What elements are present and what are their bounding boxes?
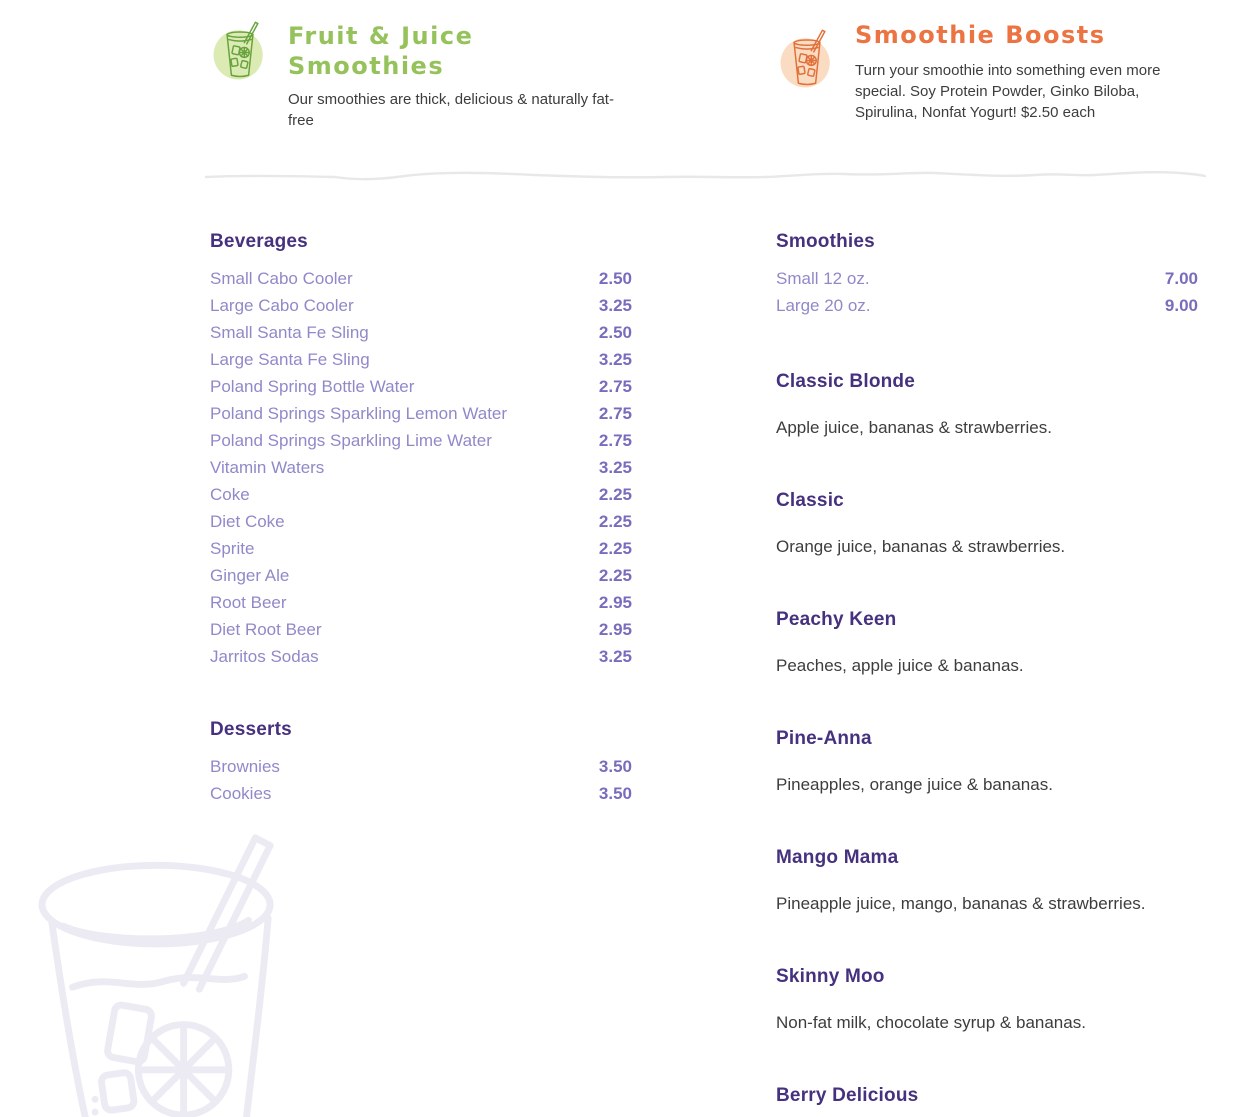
green-smoothie-glass-icon bbox=[209, 18, 271, 82]
wavy-divider bbox=[205, 167, 1206, 183]
menu-item-row bbox=[210, 427, 632, 454]
menu-item-row bbox=[210, 643, 632, 670]
orange-smoothie-glass-icon bbox=[776, 26, 838, 90]
flavor-block-classic bbox=[776, 489, 1198, 558]
menu-item-name: Ginger Ale bbox=[210, 566, 290, 585]
menu-item-row bbox=[776, 292, 1198, 319]
menu-item-price: 3.25 bbox=[598, 458, 632, 477]
menu-item-row bbox=[210, 562, 632, 589]
menu-item-name: Diet Coke bbox=[210, 512, 285, 531]
menu-item-name: Sprite bbox=[210, 539, 255, 558]
flavor-description: Apple juice, bananas & strawberries. bbox=[776, 418, 1052, 437]
menu-item-name: Root Beer bbox=[210, 593, 287, 612]
flavor-block-mango-mama bbox=[776, 846, 1198, 915]
menu-item-name: Large 20 oz. bbox=[776, 296, 871, 315]
menu-item-name: Poland Springs Sparkling Lemon Water bbox=[210, 404, 508, 423]
menu-item-row bbox=[210, 400, 632, 427]
menu-item-price: 2.95 bbox=[598, 620, 632, 639]
menu-item-row bbox=[210, 589, 632, 616]
menu-item-row bbox=[210, 346, 632, 373]
flavor-description: Peaches, apple juice & bananas. bbox=[776, 656, 1024, 675]
menu-item-name: Poland Springs Sparkling Lime Water bbox=[210, 431, 492, 450]
menu-item-row bbox=[210, 753, 632, 780]
flavor-name: Skinny Moo bbox=[776, 966, 885, 987]
menu-item-row bbox=[210, 292, 632, 319]
menu-item-row bbox=[210, 535, 632, 562]
menu-item-name: Small 12 oz. bbox=[776, 269, 870, 288]
fruit-juice-smoothies-text bbox=[288, 18, 629, 131]
menu-item-row bbox=[210, 481, 632, 508]
menu-item-row bbox=[210, 373, 632, 400]
flavor-description: Non-fat milk, chocolate syrup & bananas. bbox=[776, 1013, 1086, 1032]
menu-item-price: 2.25 bbox=[598, 485, 632, 504]
menu-item-price: 3.50 bbox=[598, 757, 632, 776]
menu-item-price: 2.50 bbox=[598, 323, 632, 342]
menu-item-name: Small Santa Fe Sling bbox=[210, 323, 369, 342]
flavor-block-peachy-keen bbox=[776, 608, 1198, 677]
flavor-description: Orange juice, bananas & strawberries. bbox=[776, 537, 1066, 556]
menu-item-row bbox=[776, 265, 1198, 292]
fruit-juice-smoothies-description: Our smoothies are thick, delicious & naturally fat-free bbox=[288, 91, 614, 129]
menu-section-smoothies bbox=[776, 230, 1198, 319]
menu-item-price: 2.25 bbox=[598, 512, 632, 531]
left-menu-column bbox=[210, 230, 632, 807]
smoothie-flavor-list bbox=[776, 370, 1198, 1107]
section-title: Desserts bbox=[210, 719, 292, 740]
flavor-name: Pine-Anna bbox=[776, 728, 872, 749]
menu-item-price: 2.75 bbox=[598, 431, 632, 450]
section-title: Smoothies bbox=[776, 231, 875, 252]
menu-item-price: 3.25 bbox=[598, 350, 632, 369]
menu-item-name: Large Santa Fe Sling bbox=[210, 350, 370, 369]
menu-item-name: Small Cabo Cooler bbox=[210, 269, 353, 288]
menu-item-name: Poland Spring Bottle Water bbox=[210, 377, 415, 396]
flavor-description: Pineapples, orange juice & bananas. bbox=[776, 775, 1053, 794]
menu-item-price: 3.25 bbox=[598, 647, 632, 666]
menu-item-price: 2.25 bbox=[598, 539, 632, 558]
fruit-juice-smoothies-title: Fruit & Juice Smoothies bbox=[288, 22, 474, 80]
fruit-juice-smoothies-header bbox=[209, 18, 629, 131]
menu-item-price: 3.50 bbox=[598, 784, 632, 803]
menu-item-name: Vitamin Waters bbox=[210, 458, 325, 477]
menu-columns bbox=[210, 230, 1198, 1117]
flavor-name: Classic bbox=[776, 490, 844, 511]
flavor-name: Classic Blonde bbox=[776, 371, 916, 392]
menu-item-price: 3.25 bbox=[598, 296, 632, 315]
flavor-block-skinny-moo bbox=[776, 965, 1198, 1034]
flavor-name: Berry Delicious bbox=[776, 1085, 919, 1106]
menu-item-row bbox=[210, 265, 632, 292]
menu-item-row bbox=[210, 454, 632, 481]
menu-item-row bbox=[210, 780, 632, 807]
menu-item-price: 2.95 bbox=[598, 593, 632, 612]
section-title: Beverages bbox=[210, 231, 308, 252]
menu-item-row bbox=[210, 508, 632, 535]
flavor-name: Mango Mama bbox=[776, 847, 899, 868]
menu-item-price: 9.00 bbox=[1164, 296, 1198, 315]
menu-item-name: Jarritos Sodas bbox=[210, 647, 319, 666]
smoothie-boosts-title: Smoothie Boosts bbox=[855, 21, 1106, 49]
flavor-block-classic-blonde bbox=[776, 370, 1198, 439]
menu-item-row bbox=[210, 616, 632, 643]
menu-item-name: Large Cabo Cooler bbox=[210, 296, 354, 315]
menu-item-name: Cookies bbox=[210, 784, 272, 803]
menu-section-beverages bbox=[210, 230, 632, 670]
menu-item-price: 2.50 bbox=[598, 269, 632, 288]
flavor-description: Pineapple juice, mango, bananas & strawberries. bbox=[776, 894, 1146, 913]
smoothie-boosts-description: Turn your smoothie into something even more special. Soy Protein Powder, Ginko Biloba, Spirulina, Nonfat Yogurt! $2.50 each bbox=[855, 62, 1161, 121]
flavor-block-berry-delicious bbox=[776, 1084, 1198, 1107]
flavor-name: Peachy Keen bbox=[776, 609, 897, 630]
menu-section-desserts bbox=[210, 718, 632, 807]
menu-item-row bbox=[210, 319, 632, 346]
menu-item-price: 2.75 bbox=[598, 404, 632, 423]
smoothie-boosts-text bbox=[855, 20, 1203, 123]
menu-item-price: 2.75 bbox=[598, 377, 632, 396]
flavor-block-pine-anna bbox=[776, 727, 1198, 796]
menu-item-name: Brownies bbox=[210, 757, 280, 776]
menu-item-price: 7.00 bbox=[1164, 269, 1198, 288]
right-menu-column bbox=[776, 230, 1198, 1117]
menu-item-name: Coke bbox=[210, 485, 250, 504]
menu-item-price: 2.25 bbox=[598, 566, 632, 585]
smoothie-boosts-header bbox=[776, 20, 1216, 123]
menu-item-name: Diet Root Beer bbox=[210, 620, 322, 639]
